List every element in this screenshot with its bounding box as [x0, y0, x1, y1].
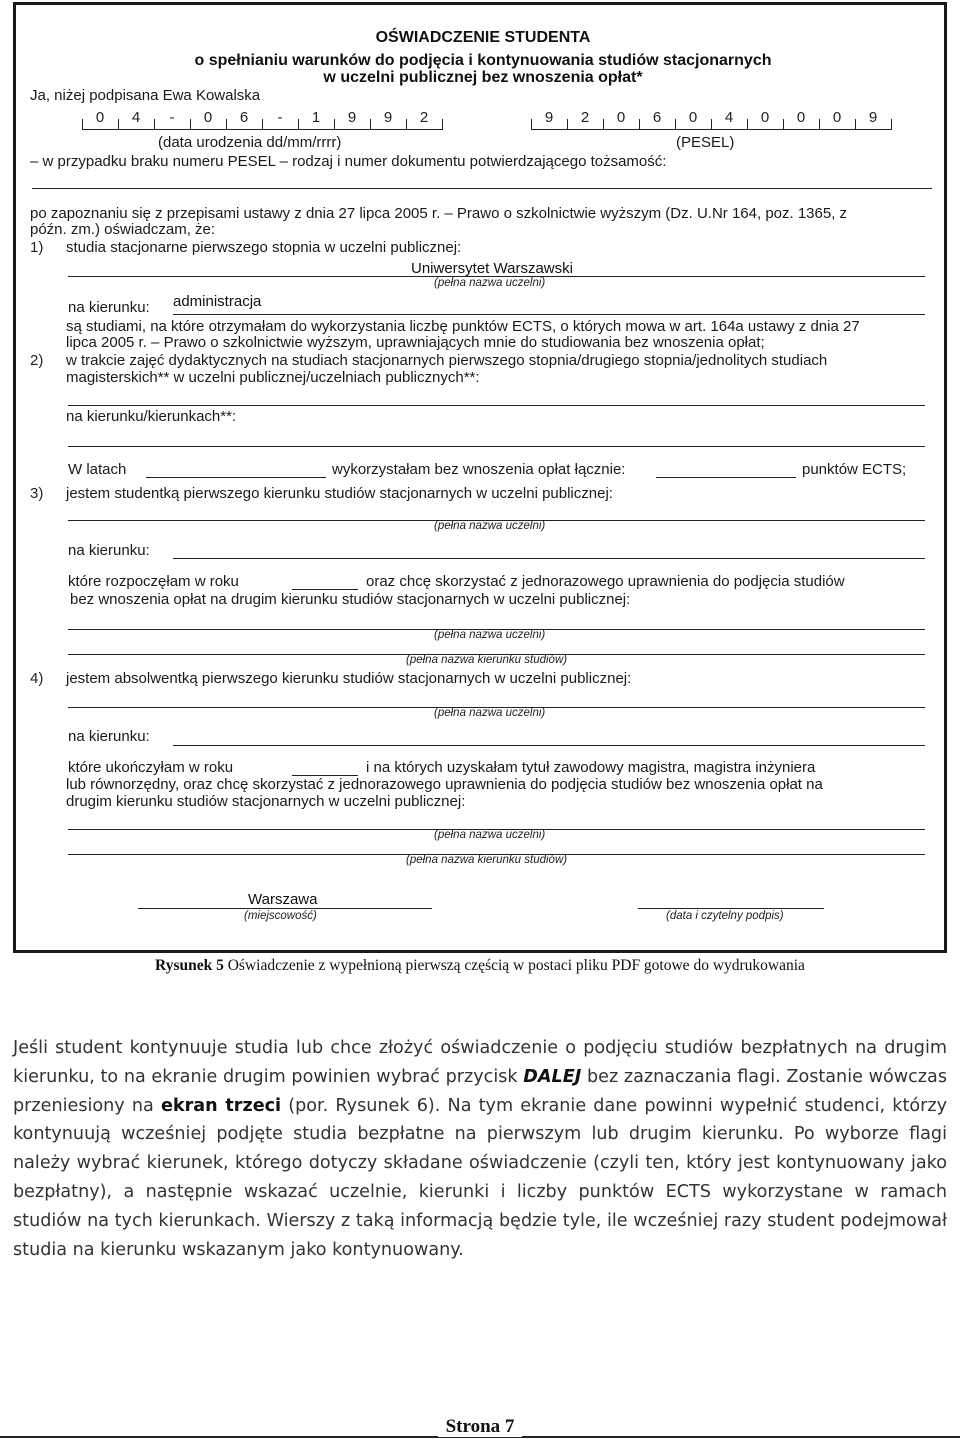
- figure-caption-text: Oświadczenie z wypełnioną pierwszą częścią w postaci pliku PDF gotowe do wydrukowania: [223, 957, 805, 974]
- section-4-number: 4): [30, 670, 44, 687]
- birth-date-digit: 9: [383, 109, 393, 126]
- birth-date-caption: (data urodzenia dd/mm/rrrr): [158, 134, 342, 151]
- body-text-part-1: Jeśli student kontynuuje studia lub chce złożyć oświadczenie o podjęciu studiów bezpłatnych na drugim kierunku, to na ekranie drugim powinien wybrać przycisk: [13, 1038, 947, 1087]
- years-label: W latach: [68, 461, 127, 478]
- section-2-text-1: w trakcie zajęć dydaktycznych na studiach stacjonarnych pierwszego stopnia/drugiego stopnia/jednolitych studiach: [66, 352, 828, 369]
- section-4-field-caption: (pełna nazwa kierunku studiów): [406, 854, 568, 866]
- pesel-digit: 9: [544, 109, 554, 126]
- degree-text: i na których uzyskałam tytuł zawodowy magistra, magistra inżyniera: [366, 759, 816, 776]
- dalej-button-reference: DALEJ: [523, 1066, 582, 1087]
- section-4-second-university-caption: (pełna nazwa uczelni): [434, 829, 546, 841]
- section-2-fields-label: na kierunku/kierunkach**:: [66, 408, 237, 425]
- pesel-separator: [639, 119, 640, 130]
- document-id-line: [32, 188, 932, 189]
- birth-date-separator: [334, 119, 335, 130]
- pesel-separator: [711, 119, 712, 130]
- pesel-separator: [531, 119, 532, 130]
- birth-date-digit: -: [277, 109, 283, 126]
- birth-date-separator: [442, 119, 443, 130]
- section-2-number: 2): [30, 352, 44, 369]
- place-caption: (miejscowość): [244, 910, 317, 922]
- pesel-separator: [855, 119, 856, 130]
- place-value: Warszawa: [248, 891, 318, 908]
- section-3-text: jestem studentką pierwszego kierunku studiów stacjonarnych w uczelni publicznej:: [66, 485, 613, 502]
- section-3-field-line: [173, 558, 925, 559]
- pesel-separator: [783, 119, 784, 130]
- page-footer: [0, 1416, 960, 1438]
- birth-date-separator: [118, 119, 119, 130]
- pesel-separator: [567, 119, 568, 130]
- pesel-separator: [675, 119, 676, 130]
- signature-caption: (data i czytelny podpis): [666, 910, 784, 922]
- body-paragraph: [13, 1034, 947, 1264]
- place-line: [138, 908, 432, 909]
- section-4-eq-2: drugim kierunku studiów stacjonarnych w uczelni publicznej:: [66, 793, 466, 810]
- university-value: Uniwersytet Warszawski: [411, 260, 573, 277]
- birth-date-separator: [262, 119, 263, 130]
- birth-date-separator: [154, 119, 155, 130]
- section-2-blank-line-1: [68, 405, 925, 406]
- birth-date-digit: 2: [419, 109, 429, 126]
- ects-unit-label: punktów ECTS;: [802, 461, 907, 478]
- pesel-digit: 9: [868, 109, 878, 126]
- birth-date-boxes: [82, 109, 442, 130]
- section-2-blank-line-2: [68, 446, 925, 447]
- years-line: [146, 477, 326, 478]
- pesel-separator: [819, 119, 820, 130]
- pesel-digit: 4: [724, 109, 734, 126]
- started-year-line: [292, 589, 358, 590]
- intro-line-1: po zapoznaniu się z przepisami ustawy z dnia 27 lipca 2005 r. – Prawo o szkolnictwie wyższym (Dz. U.Nr 164, poz. 1365, z: [30, 205, 848, 222]
- no-pesel-line: – w przypadku braku numeru PESEL – rodzaj i numer dokumentu potwierdzającego tożsamość:: [30, 153, 667, 170]
- university-caption: (pełna nazwa uczelni): [434, 277, 546, 289]
- ects-line-2: lipca 2005 r. – Prawo o szkolnictwie wyższym, uprawniających mnie do studiowania bez wnoszenia opłat;: [66, 334, 765, 351]
- pesel-digit: 0: [688, 109, 698, 126]
- section-4-eq-1: lub równorzędny, oraz chcę skorzystać z jednorazowego uprawnienia do podjęcia studiów bez wnoszenia opłat na: [66, 776, 823, 793]
- birth-date-separator: [298, 119, 299, 130]
- form-subtitle-1: o spełnianiu warunków do podjęcia i kontynuowania studiów stacjonarnych: [194, 52, 772, 69]
- section-4-text: jestem absolwentką pierwszego kierunku studiów stacjonarnych w uczelni publicznej:: [66, 670, 632, 687]
- used-ects-line: [656, 477, 796, 478]
- pesel-digit: 6: [652, 109, 662, 126]
- pesel-separator: [747, 119, 748, 130]
- section-4-university-caption: (pełna nazwa uczelni): [434, 707, 546, 719]
- figure-caption-label: Rysunek 5: [155, 957, 224, 974]
- pesel-digit: 0: [616, 109, 626, 126]
- body-text-part-3: (por. Rysunek 6). Na tym ekranie dane powinni wypełnić studenci, którzy kontynuują wcześniej podjęte studia bezpłatne na pierwszym lub drugim kierunku. Po wyborze flagi należy wybrać kierunek, którego dotyczy składane oświadczenie (czyli ten, który jest kontynuowany jako bezpłatny), a następnie wskazać uczelnie, kierunki i liczby punktów ECTS wykorzystane w ramach studiów na tych kierunkach. Wierszy z taką informacją będzie tyle, ile wcześniej razy student podejmował studia na kierunku wskazanym jako kontynuowany.: [13, 1095, 948, 1260]
- birth-date-digit: 6: [239, 109, 249, 126]
- pesel-boxes: [531, 109, 891, 130]
- birth-date-separator: [190, 119, 191, 130]
- birth-date-separator: [406, 119, 407, 130]
- section-1-field-label: na kierunku:: [68, 299, 150, 316]
- field-of-study-value: administracja: [173, 293, 262, 310]
- birth-date-separator: [226, 119, 227, 130]
- field-of-study-line: [173, 314, 925, 315]
- third-screen-reference: ekran trzeci: [160, 1095, 282, 1116]
- pesel-digit: 0: [832, 109, 842, 126]
- birth-date-digit: -: [169, 109, 175, 126]
- section-3-wish-1: oraz chcę skorzystać z jednorazowego uprawnienia do podjęcia studiów: [366, 573, 845, 590]
- section-3-wish-2: bez wnoszenia opłat na drugim kierunku studiów stacjonarnych w uczelni publicznej:: [70, 591, 631, 608]
- pesel-digit: 0: [796, 109, 806, 126]
- form-title: OŚWIADCZENIE STUDENTA: [375, 29, 591, 46]
- intro-line-2: późn. zm.) oświadczam, że:: [30, 221, 216, 238]
- birth-date-separator: [82, 119, 83, 130]
- section-3-field-label: na kierunku:: [68, 542, 150, 559]
- birth-date-digit: 9: [347, 109, 357, 126]
- form-subtitle-2: w uczelni publicznej bez wnoszenia opłat*: [323, 69, 643, 86]
- section-3-university-caption: (pełna nazwa uczelni): [434, 520, 546, 532]
- figure-caption: [0, 957, 960, 975]
- birth-date-digit: 1: [311, 109, 321, 126]
- signature-line: [638, 908, 824, 909]
- declarant-line: Ja, niżej podpisana Ewa Kowalska: [30, 87, 261, 104]
- section-1-number: 1): [30, 239, 44, 256]
- page-number: Strona 7: [438, 1416, 523, 1437]
- birth-date-digit: 4: [131, 109, 141, 126]
- pesel-digit: 2: [580, 109, 590, 126]
- started-year-label: które rozpoczęłam w roku: [68, 573, 239, 590]
- statement-form-image: [13, 2, 947, 953]
- pesel-separator: [891, 119, 892, 130]
- pesel-digit: 0: [760, 109, 770, 126]
- birth-date-digit: 0: [203, 109, 213, 126]
- section-4-field-label: na kierunku:: [68, 728, 150, 745]
- birth-date-separator: [370, 119, 371, 130]
- section-4-field-line: [173, 745, 925, 746]
- ects-line-1: są studiami, na które otrzymałam do wykorzystania liczbę punktów ECTS, o których mowa w art. 164a ustawy z dnia 27: [66, 318, 860, 335]
- used-label: wykorzystałam bez wnoszenia opłat łącznie:: [332, 461, 626, 478]
- section-3-field-caption: (pełna nazwa kierunku studiów): [406, 654, 568, 666]
- pesel-separator: [603, 119, 604, 130]
- body-text-part-2: bez zaznaczania flagi. Zostanie wówczas przeniesiony na: [13, 1066, 947, 1116]
- pesel-caption: (PESEL): [676, 134, 735, 151]
- section-2-text-2: magisterskich** w uczelni publicznej/uczelniach publicznych**:: [66, 369, 480, 386]
- section-3-number: 3): [30, 485, 44, 502]
- birth-date-digit: 0: [95, 109, 105, 126]
- section-1-text: studia stacjonarne pierwszego stopnia w uczelni publicznej:: [66, 239, 462, 256]
- finished-year-label: które ukończyłam w roku: [68, 759, 234, 776]
- section-3-second-university-caption: (pełna nazwa uczelni): [434, 629, 546, 641]
